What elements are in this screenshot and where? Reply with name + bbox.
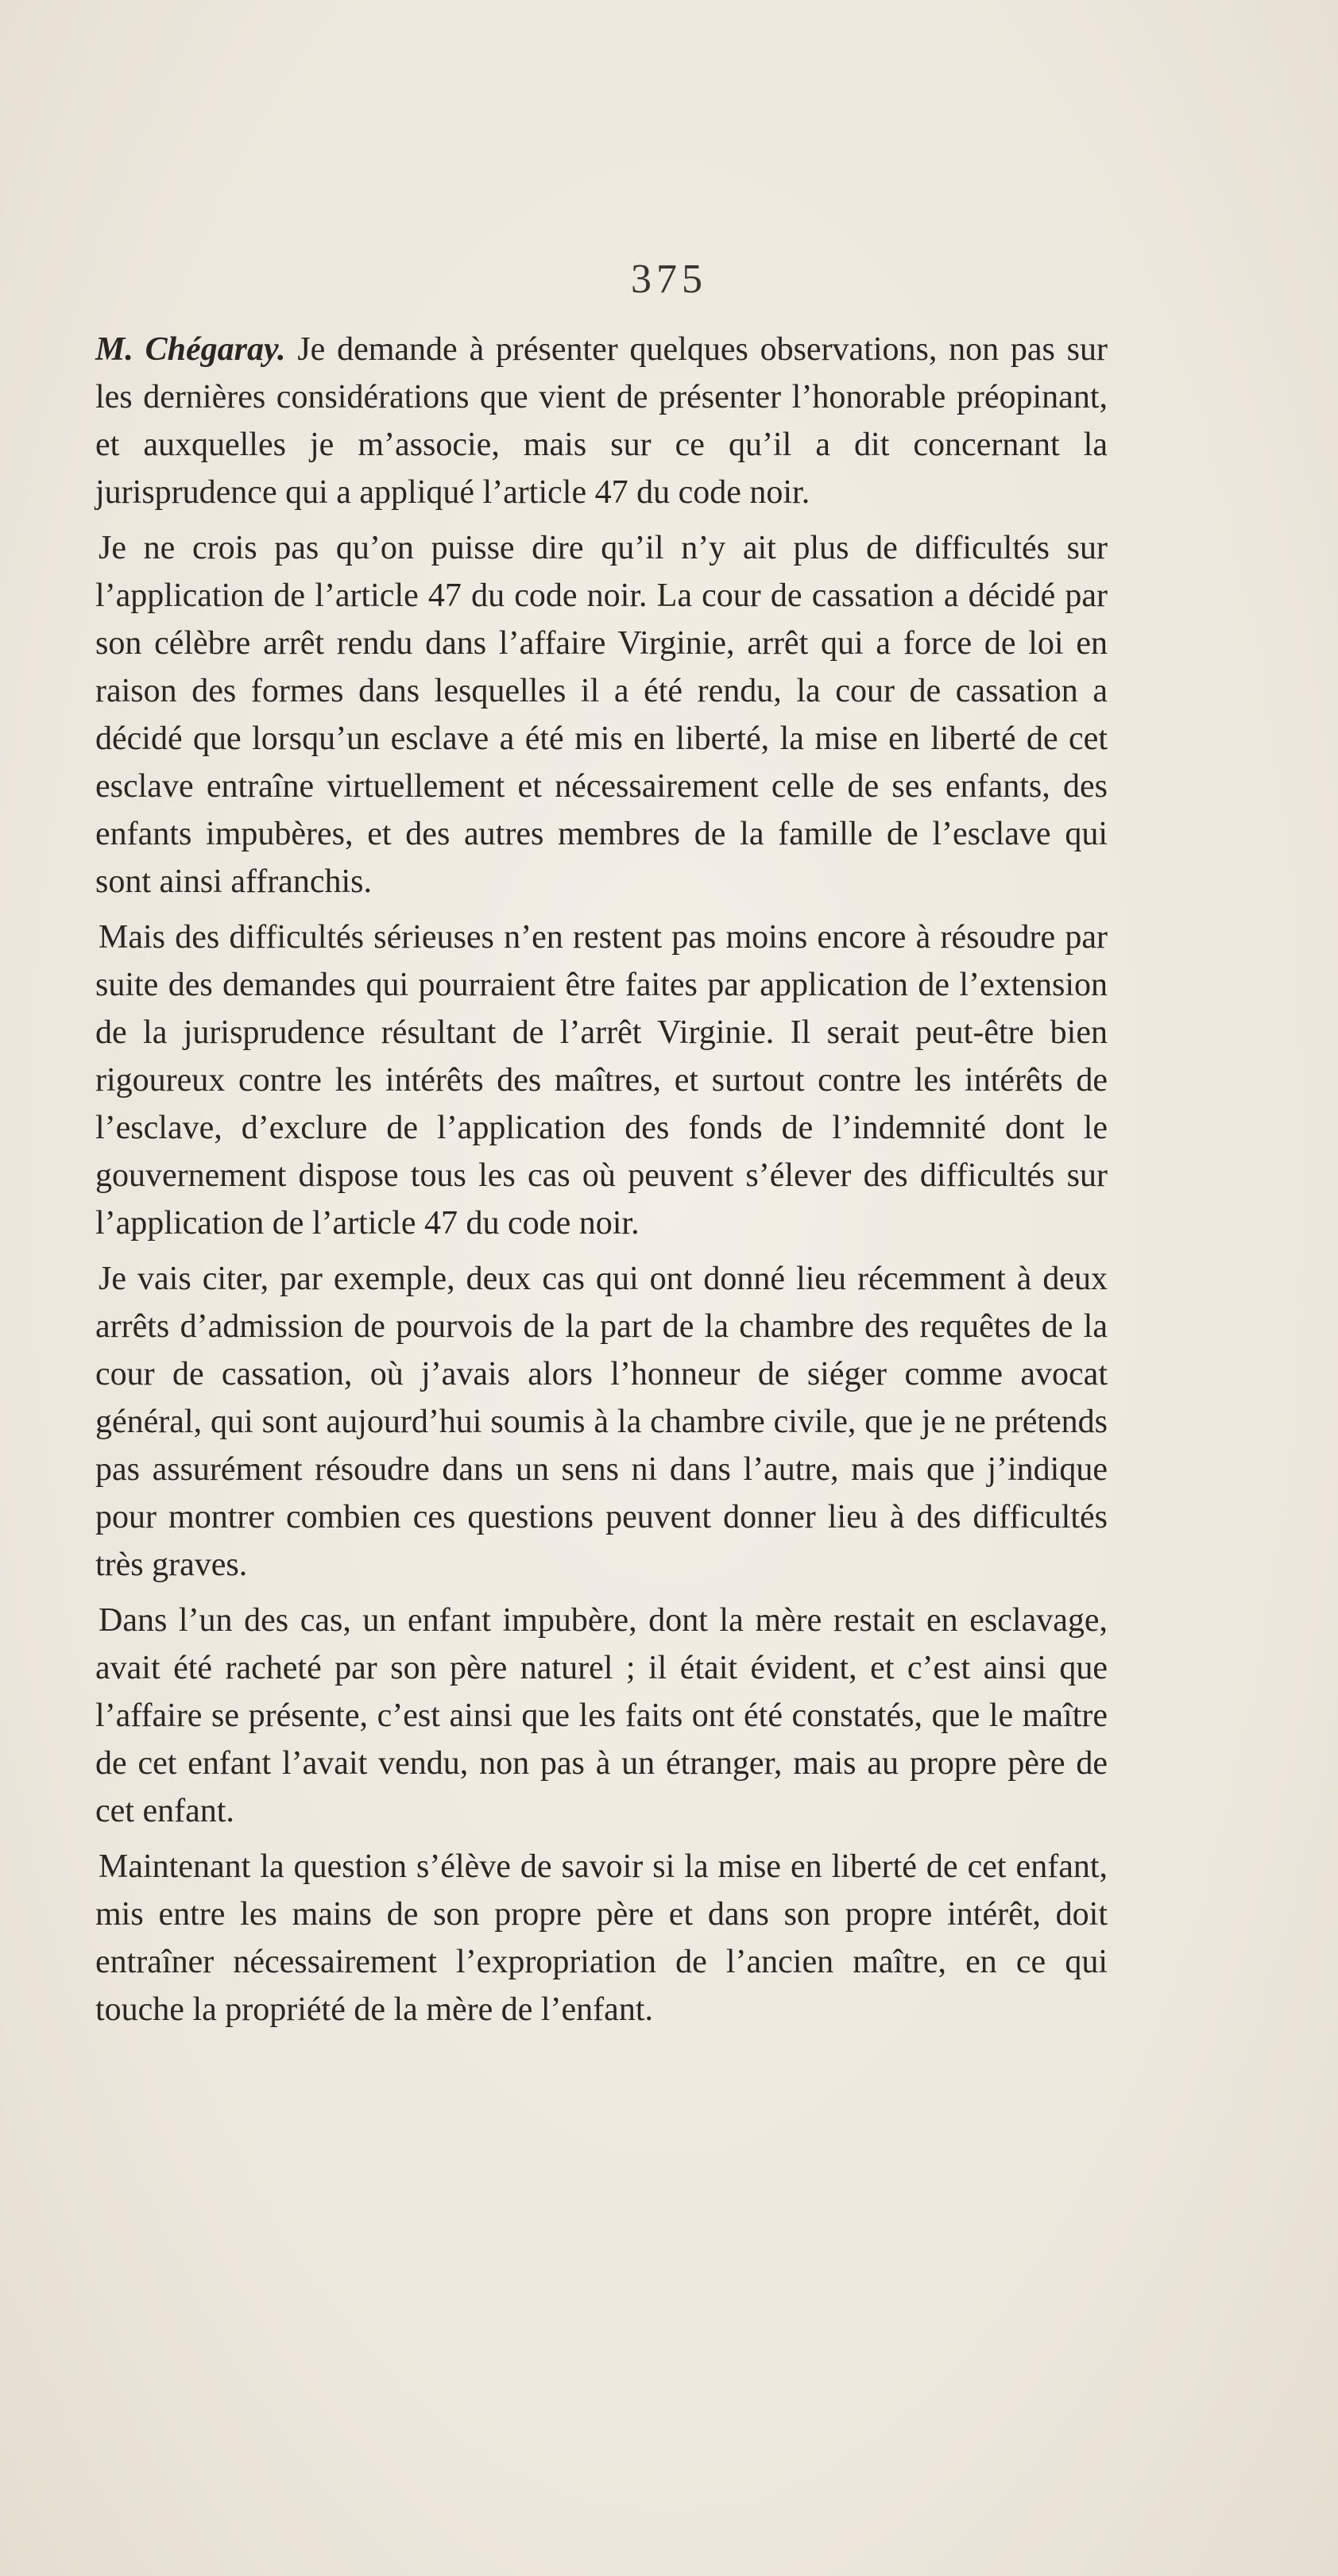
- paragraph: Je ne crois pas qu’on puisse dire qu’il n’y ait plus de difficultés sur l’application de l’article 47 du code noir. La cour de cassation a décidé par son célèbre arrêt rendu dans l’affaire Virginie, arrêt qui a force de loi en raison des formes dans lesquelles il a été rendu, la cour de cassation a décidé que lorsqu’un esclave a été mis en liberté, la mise en liberté de cet esclave entraîne virtuellement et nécessairement celle de ses enfants, des enfants impubères, et des autres membres de la famille de l’esclave qui sont ainsi affranchis.: [95, 530, 1108, 900]
- paragraph: [95, 326, 1108, 516]
- page-number: 375: [631, 257, 707, 302]
- paragraph-text: Je demande à présenter quelques observations, non pas sur les dernières considérations que vient de présenter l’honorable préopinant, et auxquelles je m’associe, mais sur ce qu’il a dit concernant la jurisprudence qui a appliqué l’article 47 du code noir.: [95, 331, 1108, 511]
- paragraph: Je vais citer, par exemple, deux cas qui ont donné lieu récemment à deux arrêts d’admission de pourvois de la part de la chambre des requêtes de la cour de cassation, où j’avais alors l’honneur de siéger comme avocat général, qui sont aujourd’hui soumis à la chambre civile, que je ne prétends pas assurément résoudre dans un sens ni dans l’autre, mais que j’indique pour montrer combien ces questions peuvent donner lieu à des difficultés très graves.: [95, 1261, 1108, 1583]
- paragraph: Maintenant la question s’élève de savoir si la mise en liberté de cet enfant, mis entre les mains de son propre père et dans son propre intérêt, doit entraîner nécessairement l’expropriation de l’ancien maître, en ce qui touche la propriété de la mère de l’enfant.: [95, 1848, 1108, 2028]
- speaker-name: M. Chégaray.: [95, 331, 286, 368]
- body-text: [95, 326, 1108, 2041]
- paragraph: Dans l’un des cas, un enfant impubère, dont la mère restait en esclavage, avait été racheté par son père naturel ; il était évident, et c’est ainsi que l’affaire se présente, c’est ainsi que les faits ont été constatés, que le maître de cet enfant l’avait vendu, non pas à un étranger, mais au propre père de cet enfant.: [95, 1602, 1108, 1829]
- paragraph: Mais des difficultés sérieuses n’en restent pas moins encore à résoudre par suite des demandes qui pourraient être faites par application de l’extension de la jurisprudence résultant de l’arrêt Virginie. Il serait peut-être bien rigoureux contre les intérêts des maîtres, et surtout contre les intérêts de l’esclave, d’exclure de l’application des fonds de l’indemnité dont le gouvernement dispose tous les cas où peuvent s’élever des difficultés sur l’application de l’article 47 du code noir.: [95, 919, 1108, 1242]
